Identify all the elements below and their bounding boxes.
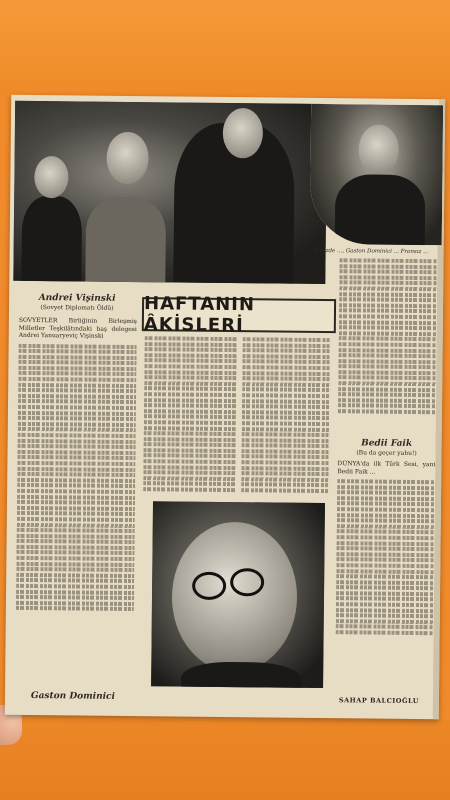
caption-sub-left: (Sovyet Diplomatı Öldü) [40,304,114,312]
caption-sub-right: (Bu da geçer yahu!) [356,449,417,458]
page-title: HAFTANIN ÂKİSLERİ [143,293,256,337]
caption-name-middle: Gaston Dominici [30,690,116,702]
group-photo [13,101,327,284]
background-bottom [0,720,450,800]
column-middle-2 [241,337,331,498]
signature: SAHAP BALCIOĞLU [338,696,419,706]
column-left [15,317,137,678]
photo-caption: 3 Yüzde ..., Gaston Dominici ... Fransız ... [313,247,429,256]
magazine-page [5,95,445,720]
column-right-lead: DÜNYA'da ilk Türk Sesi, yani Bedii Faik ... [337,460,436,476]
column-right-bottom [335,460,435,689]
background-top [0,0,450,95]
title-box [142,293,336,337]
column-left-lead: SOVYETLER Birliğinin Birleşmiş Milletler Teşkilâtındaki baş delegesi Andrei Yanuaryeviç Vişinski [18,316,137,340]
caption-name-left: Andrei Vişinski [38,293,116,304]
caption-name-right: Bedii Faik [361,438,413,449]
column-middle-1 [143,336,237,497]
bedii-faik-photo [151,501,325,688]
portrait-photo [310,104,443,245]
column-right-top [338,258,438,429]
